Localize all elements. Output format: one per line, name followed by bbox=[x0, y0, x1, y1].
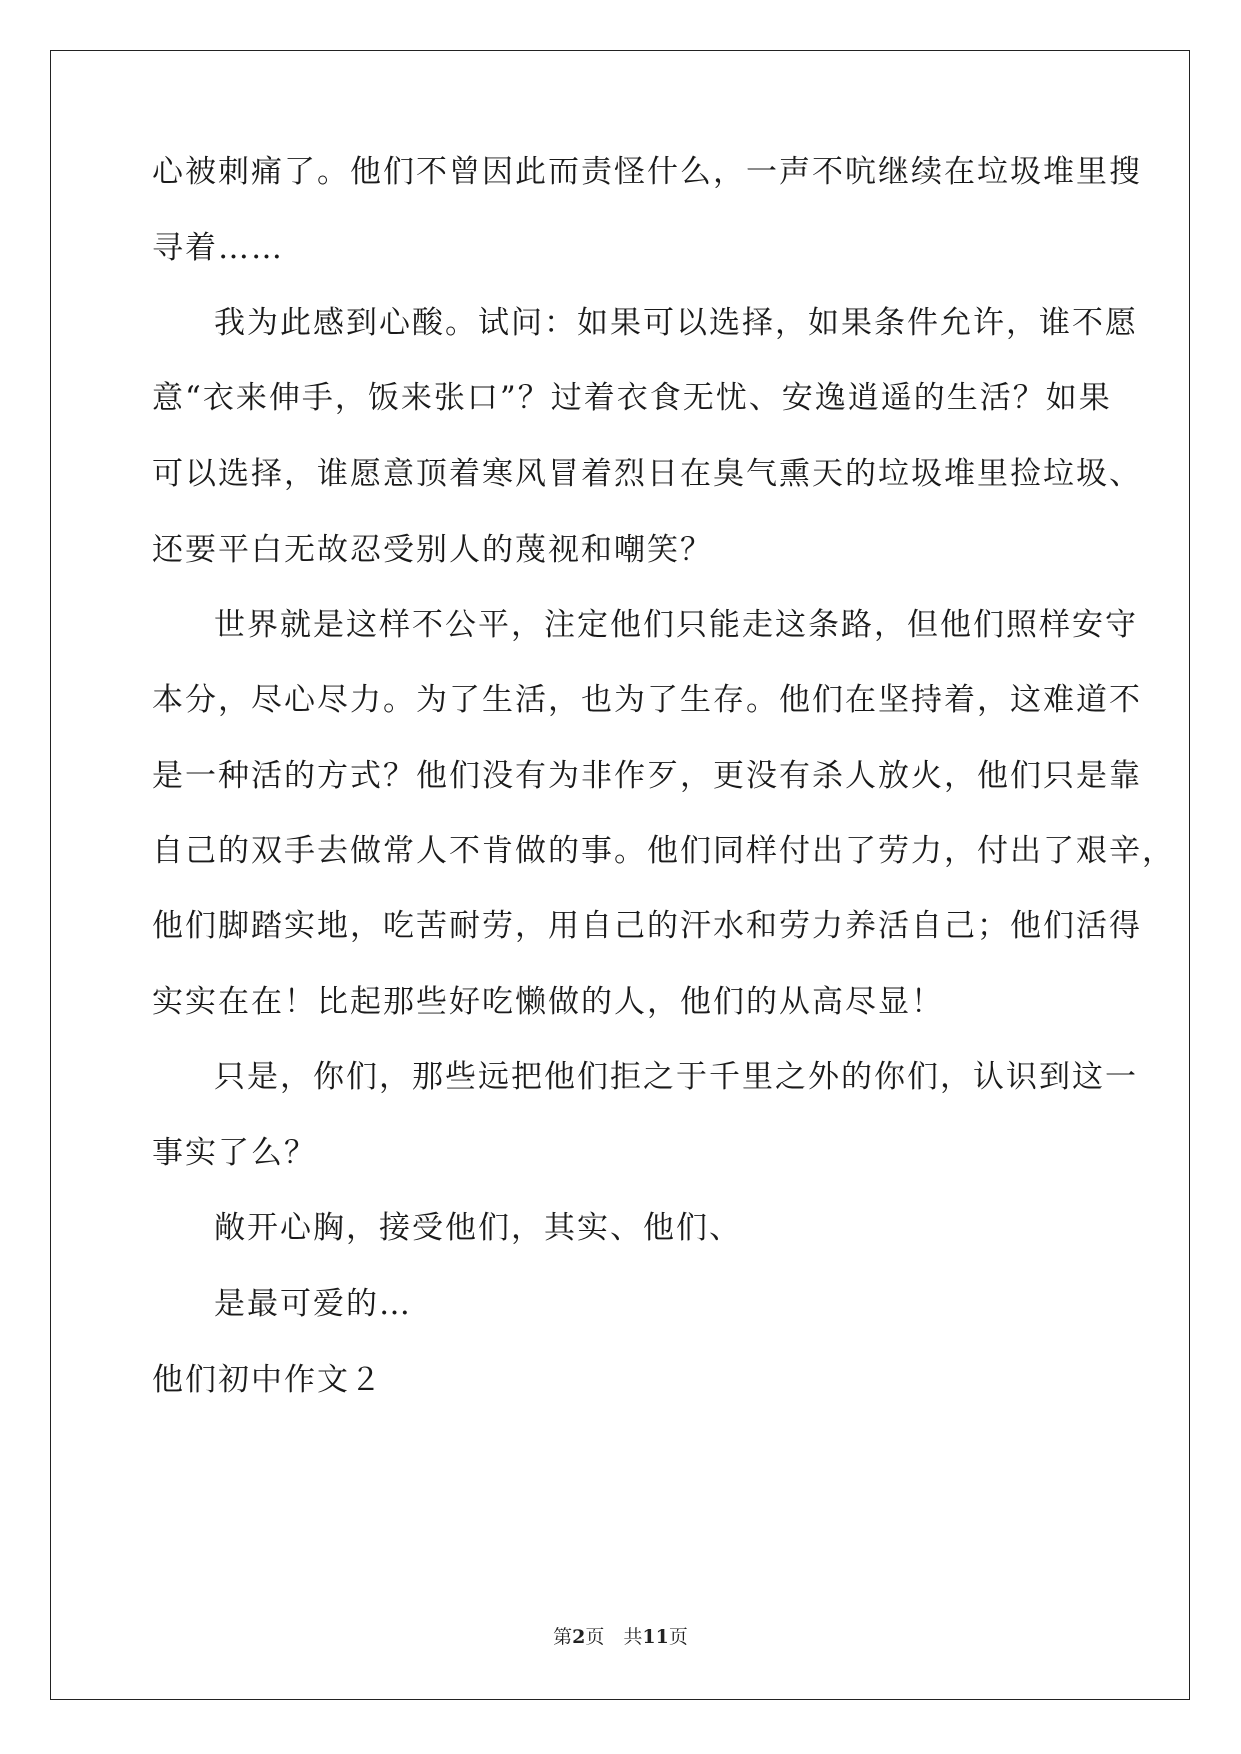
text-line: 他们脚踏实地，吃苦耐劳，用自己的汗水和劳力养活自己；他们活得 bbox=[152, 908, 1142, 944]
text-line: 只是，你们，那些远把他们拒之于千里之外的你们，认识到这一 bbox=[214, 1059, 1138, 1095]
text-line: 可以选择，谁愿意顶着寒风冒着烈日在臭气熏天的垃圾堆里捡垃圾、 bbox=[152, 456, 1142, 492]
total-pages-number: 11 bbox=[642, 1626, 669, 1648]
text-line: 我为此感到心酸。试问：如果可以选择，如果条件允许，谁不愿 bbox=[214, 305, 1138, 341]
text-line: 是一种活的方式？他们没有为非作歹，更没有杀人放火，他们只是靠 bbox=[152, 758, 1142, 794]
text-line: 寻着…… bbox=[152, 230, 284, 266]
text-line: 敞开心胸，接受他们，其实、他们、 bbox=[214, 1210, 742, 1246]
text-line: 自己的双手去做常人不肯做的事。他们同样付出了劳力，付出了艰辛， bbox=[152, 833, 1175, 869]
text-line: 意“衣来伸手，饭来张口”？过着衣食无忧、安逸逍遥的生活？如果 bbox=[152, 380, 1112, 416]
page-footer bbox=[0, 1625, 1241, 1649]
text-line: 实实在在！比起那些好吃懒做的人，他们的从高尽显！ bbox=[152, 984, 944, 1020]
footer-suffix: 页 bbox=[668, 1626, 688, 1648]
footer-prefix: 第 bbox=[553, 1626, 573, 1648]
section-heading: 他们初中作文２ bbox=[152, 1362, 383, 1398]
text-line: 还要平白无故忍受别人的蔑视和嘲笑？ bbox=[152, 532, 713, 568]
text-line: 世界就是这样不公平，注定他们只能走这条路，但他们照样安守 bbox=[214, 607, 1138, 643]
text-line: 是最可爱的… bbox=[214, 1286, 412, 1322]
current-page-number: 2 bbox=[572, 1626, 586, 1648]
text-line: 本分，尽心尽力。为了生活，也为了生存。他们在坚持着，这难道不 bbox=[152, 682, 1142, 718]
footer-middle: 页 共 bbox=[585, 1626, 643, 1648]
text-line: 事实了么？ bbox=[152, 1135, 317, 1171]
text-line: 心被刺痛了。他们不曾因此而责怪什么，一声不吭继续在垃圾堆里搜 bbox=[152, 154, 1142, 190]
page-border bbox=[50, 50, 1190, 1700]
